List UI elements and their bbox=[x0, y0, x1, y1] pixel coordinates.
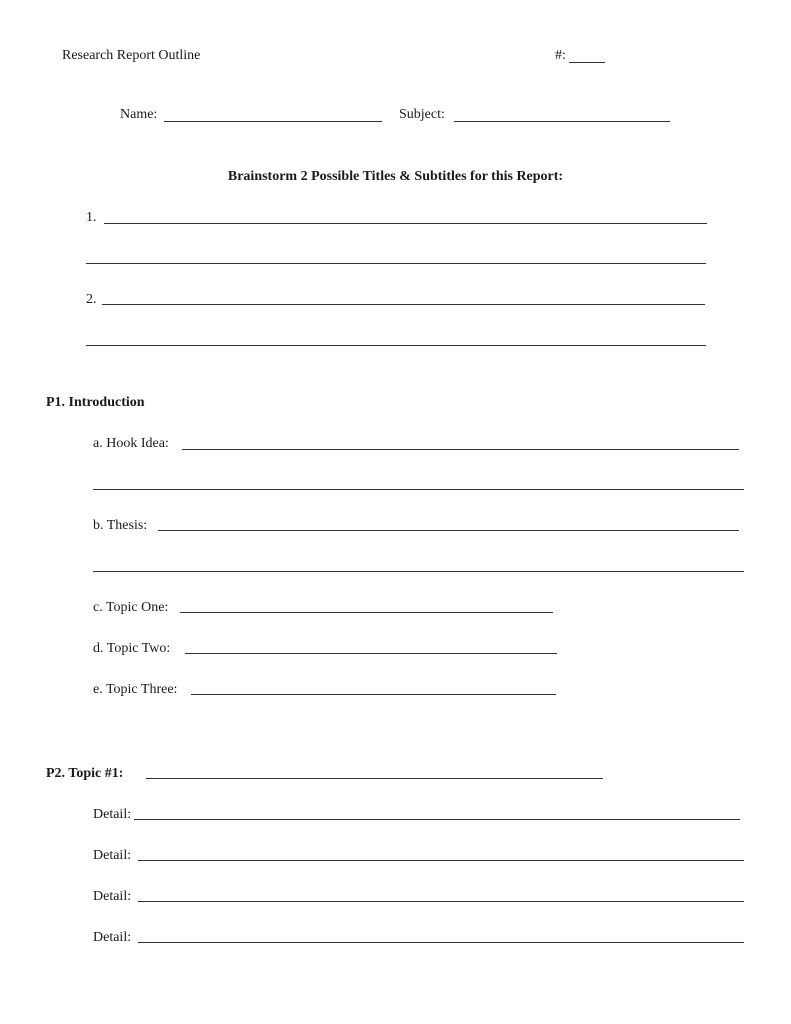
topic-two-label: d. Topic Two: bbox=[93, 641, 171, 656]
hook-idea-field[interactable] bbox=[182, 449, 739, 450]
hook-idea-continuation-field[interactable] bbox=[93, 489, 744, 490]
p1-heading: P1. Introduction bbox=[46, 395, 145, 410]
detail-1-label: Detail: bbox=[93, 807, 132, 822]
name-label: Name: bbox=[120, 107, 158, 122]
thesis-continuation-field[interactable] bbox=[93, 571, 744, 572]
title-option-1-label: 1. bbox=[86, 210, 97, 225]
detail-4-label: Detail: bbox=[93, 930, 132, 945]
topic-three-field[interactable] bbox=[191, 694, 556, 695]
detail-3-label: Detail: bbox=[93, 889, 132, 904]
topic-three-label: e. Topic Three: bbox=[93, 682, 178, 697]
detail-1-field[interactable] bbox=[134, 819, 740, 820]
detail-2-field[interactable] bbox=[138, 860, 744, 861]
subtitle-option-2-field[interactable] bbox=[86, 345, 706, 346]
document-title: Research Report Outline bbox=[62, 48, 201, 63]
title-option-2-label: 2. bbox=[86, 292, 97, 307]
subject-label: Subject: bbox=[399, 107, 445, 122]
name-field[interactable] bbox=[164, 121, 382, 122]
detail-3-field[interactable] bbox=[138, 901, 744, 902]
topic-two-field[interactable] bbox=[185, 653, 557, 654]
topic-one-field[interactable] bbox=[180, 612, 553, 613]
thesis-label: b. Thesis: bbox=[93, 518, 148, 533]
detail-4-field[interactable] bbox=[138, 942, 744, 943]
topic-one-label: c. Topic One: bbox=[93, 600, 169, 615]
number-field[interactable] bbox=[569, 62, 605, 63]
title-option-1-field[interactable] bbox=[104, 223, 707, 224]
hook-idea-label: a. Hook Idea: bbox=[93, 436, 169, 451]
p2-heading: P2. Topic #1: bbox=[46, 766, 124, 781]
subject-field[interactable] bbox=[454, 121, 670, 122]
subtitle-option-1-field[interactable] bbox=[86, 263, 706, 264]
detail-2-label: Detail: bbox=[93, 848, 132, 863]
brainstorm-heading: Brainstorm 2 Possible Titles & Subtitles for this Report: bbox=[227, 169, 564, 184]
title-option-2-field[interactable] bbox=[102, 304, 705, 305]
thesis-field[interactable] bbox=[158, 530, 739, 531]
number-label: #: bbox=[555, 48, 566, 63]
p2-topic-field[interactable] bbox=[146, 778, 603, 779]
